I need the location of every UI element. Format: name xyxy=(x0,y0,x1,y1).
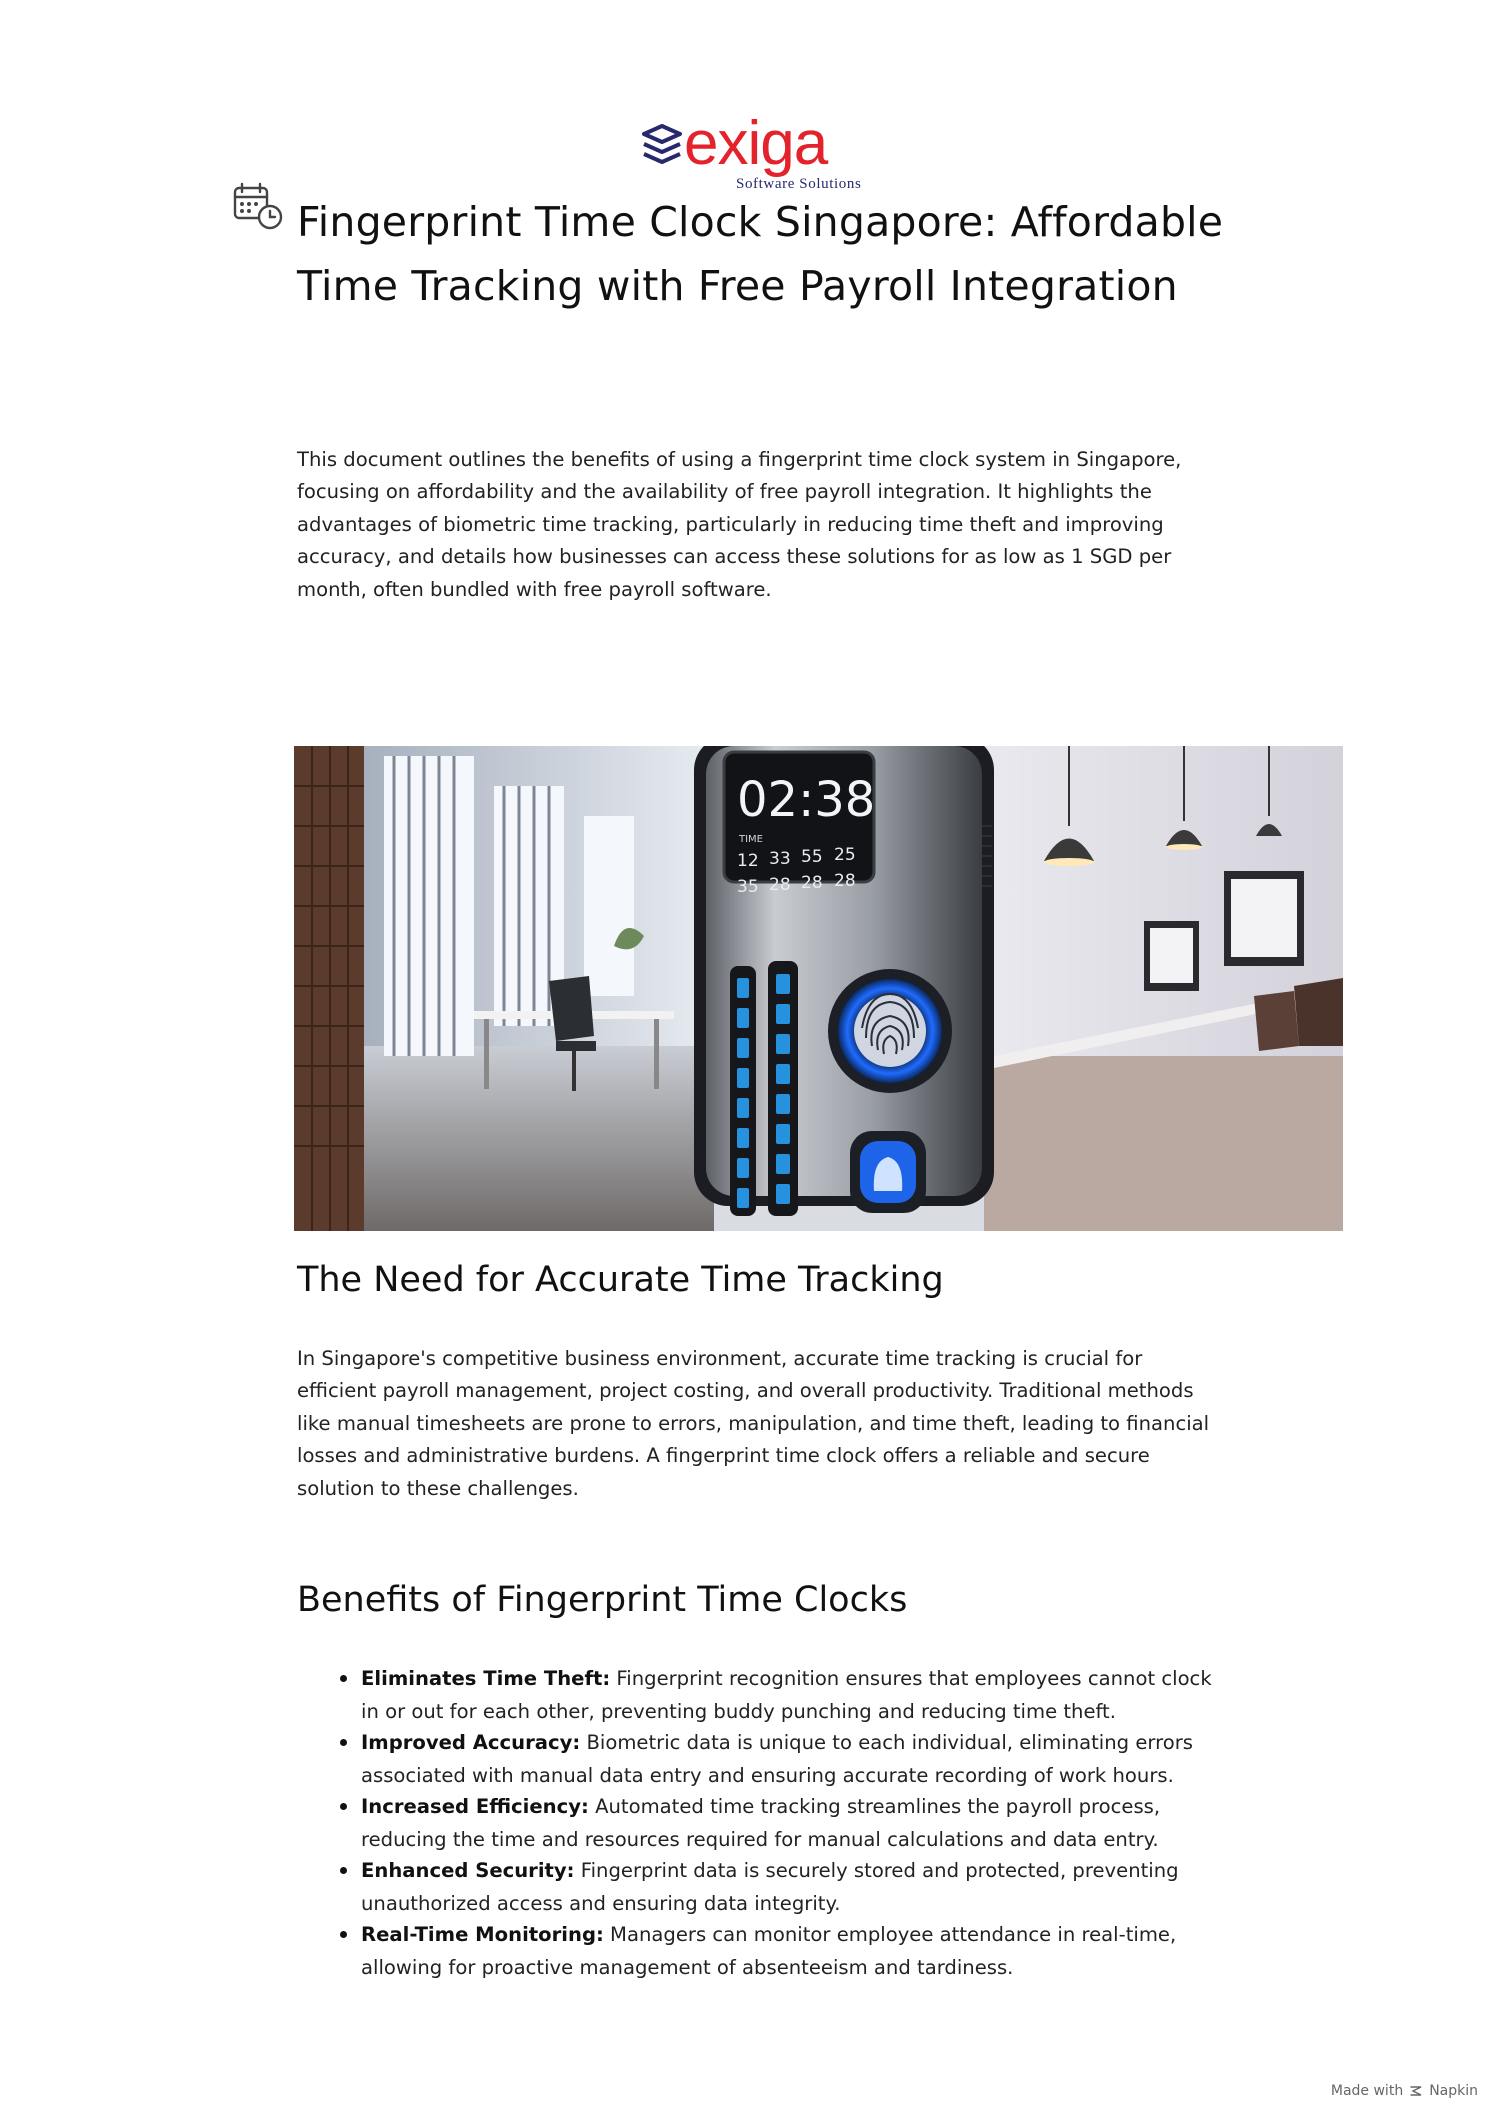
section-body-need: In Singapore's competitive business environment, accurate time tracking is crucial for efficient payroll management, project costing, and overall productivity. Traditional methods like manual timesheets are prone to errors, manipulation, and time theft, leading to financial losses and administrative burdens. A fingerprint time clock offers a reliable and secure solution to these challenges. xyxy=(297,1347,1210,1500)
device-time: 02:38 xyxy=(737,772,876,828)
device-grid-cell: 28 xyxy=(834,871,856,891)
list-item-text: Biometric data is unique to each individual, eliminating errors associated with manual data entry and ensuring accurate recording of work hours. xyxy=(361,1731,1193,1787)
exiga-logo xyxy=(640,104,880,190)
list-item xyxy=(340,1854,1220,1920)
list-item xyxy=(340,1662,1220,1728)
list-item xyxy=(340,1726,1220,1792)
stacked-layers-icon xyxy=(644,126,680,162)
logo-wordmark: exiga xyxy=(684,109,828,178)
device-grid-cell: 33 xyxy=(769,849,791,869)
device-grid-cell: 25 xyxy=(834,845,856,865)
device-grid-cell: 12 xyxy=(737,851,759,871)
benefits-list xyxy=(340,1662,1220,1982)
page-title: Fingerprint Time Clock Singapore: Affordable Time Tracking with Free Payroll Integration xyxy=(297,198,1224,310)
logo-tagline: Software Solutions xyxy=(736,176,862,190)
list-item-text: Fingerprint recognition ensures that employees cannot clock in or out for each other, preventing buddy punching and reducing time theft. xyxy=(361,1667,1212,1723)
list-item-text: Fingerprint data is securely stored and protected, preventing unauthorized access and ensuring data integrity. xyxy=(361,1859,1179,1915)
footer-attribution[interactable] xyxy=(1331,2083,1478,2099)
list-item-text: Managers can monitor employee attendance in real-time, allowing for proactive management of absenteeism and tardiness. xyxy=(361,1923,1177,1979)
list-item-term: Enhanced Security: xyxy=(361,1859,575,1882)
list-item-term: Improved Accuracy: xyxy=(361,1731,581,1754)
list-item xyxy=(340,1790,1220,1856)
calendar-clock-icon xyxy=(232,182,284,232)
list-item xyxy=(340,1918,1220,1984)
fingerprint-icon xyxy=(828,969,952,1093)
list-item-text: Automated time tracking streamlines the payroll process, reducing the time and resources required for manual calculations and data entry. xyxy=(361,1795,1161,1851)
list-item-term: Eliminates Time Theft: xyxy=(361,1667,611,1690)
napkin-icon xyxy=(1409,2084,1423,2098)
intro-paragraph: This document outlines the benefits of using a fingerprint time clock system in Singapore, focusing on affordability and the availability of free payroll integration. It highlights the advantages of biometric time tracking, particularly in reducing time theft and improving accuracy, and details how businesses can access these solutions for as low as 1 SGD per month, often bundled with free payroll software. xyxy=(297,448,1182,601)
device-label: TIME xyxy=(739,834,764,845)
section-heading-benefits: Benefits of Fingerprint Time Clocks xyxy=(297,1580,908,1620)
list-item-term: Increased Efficiency: xyxy=(361,1795,589,1818)
footer-made-with: Made with xyxy=(1330,2083,1404,2099)
section-heading-need: The Need for Accurate Time Tracking xyxy=(297,1260,944,1300)
device-grid-cell: 35 xyxy=(737,877,759,897)
device-grid-cell: 28 xyxy=(769,875,791,895)
device-grid-cell: 28 xyxy=(801,873,823,893)
hero-image-fingerprint-time-clock xyxy=(294,746,1343,1231)
footer-brand: Napkin xyxy=(1429,2083,1478,2099)
device-grid-cell: 55 xyxy=(801,847,823,867)
list-item-term: Real-Time Monitoring: xyxy=(361,1923,604,1946)
